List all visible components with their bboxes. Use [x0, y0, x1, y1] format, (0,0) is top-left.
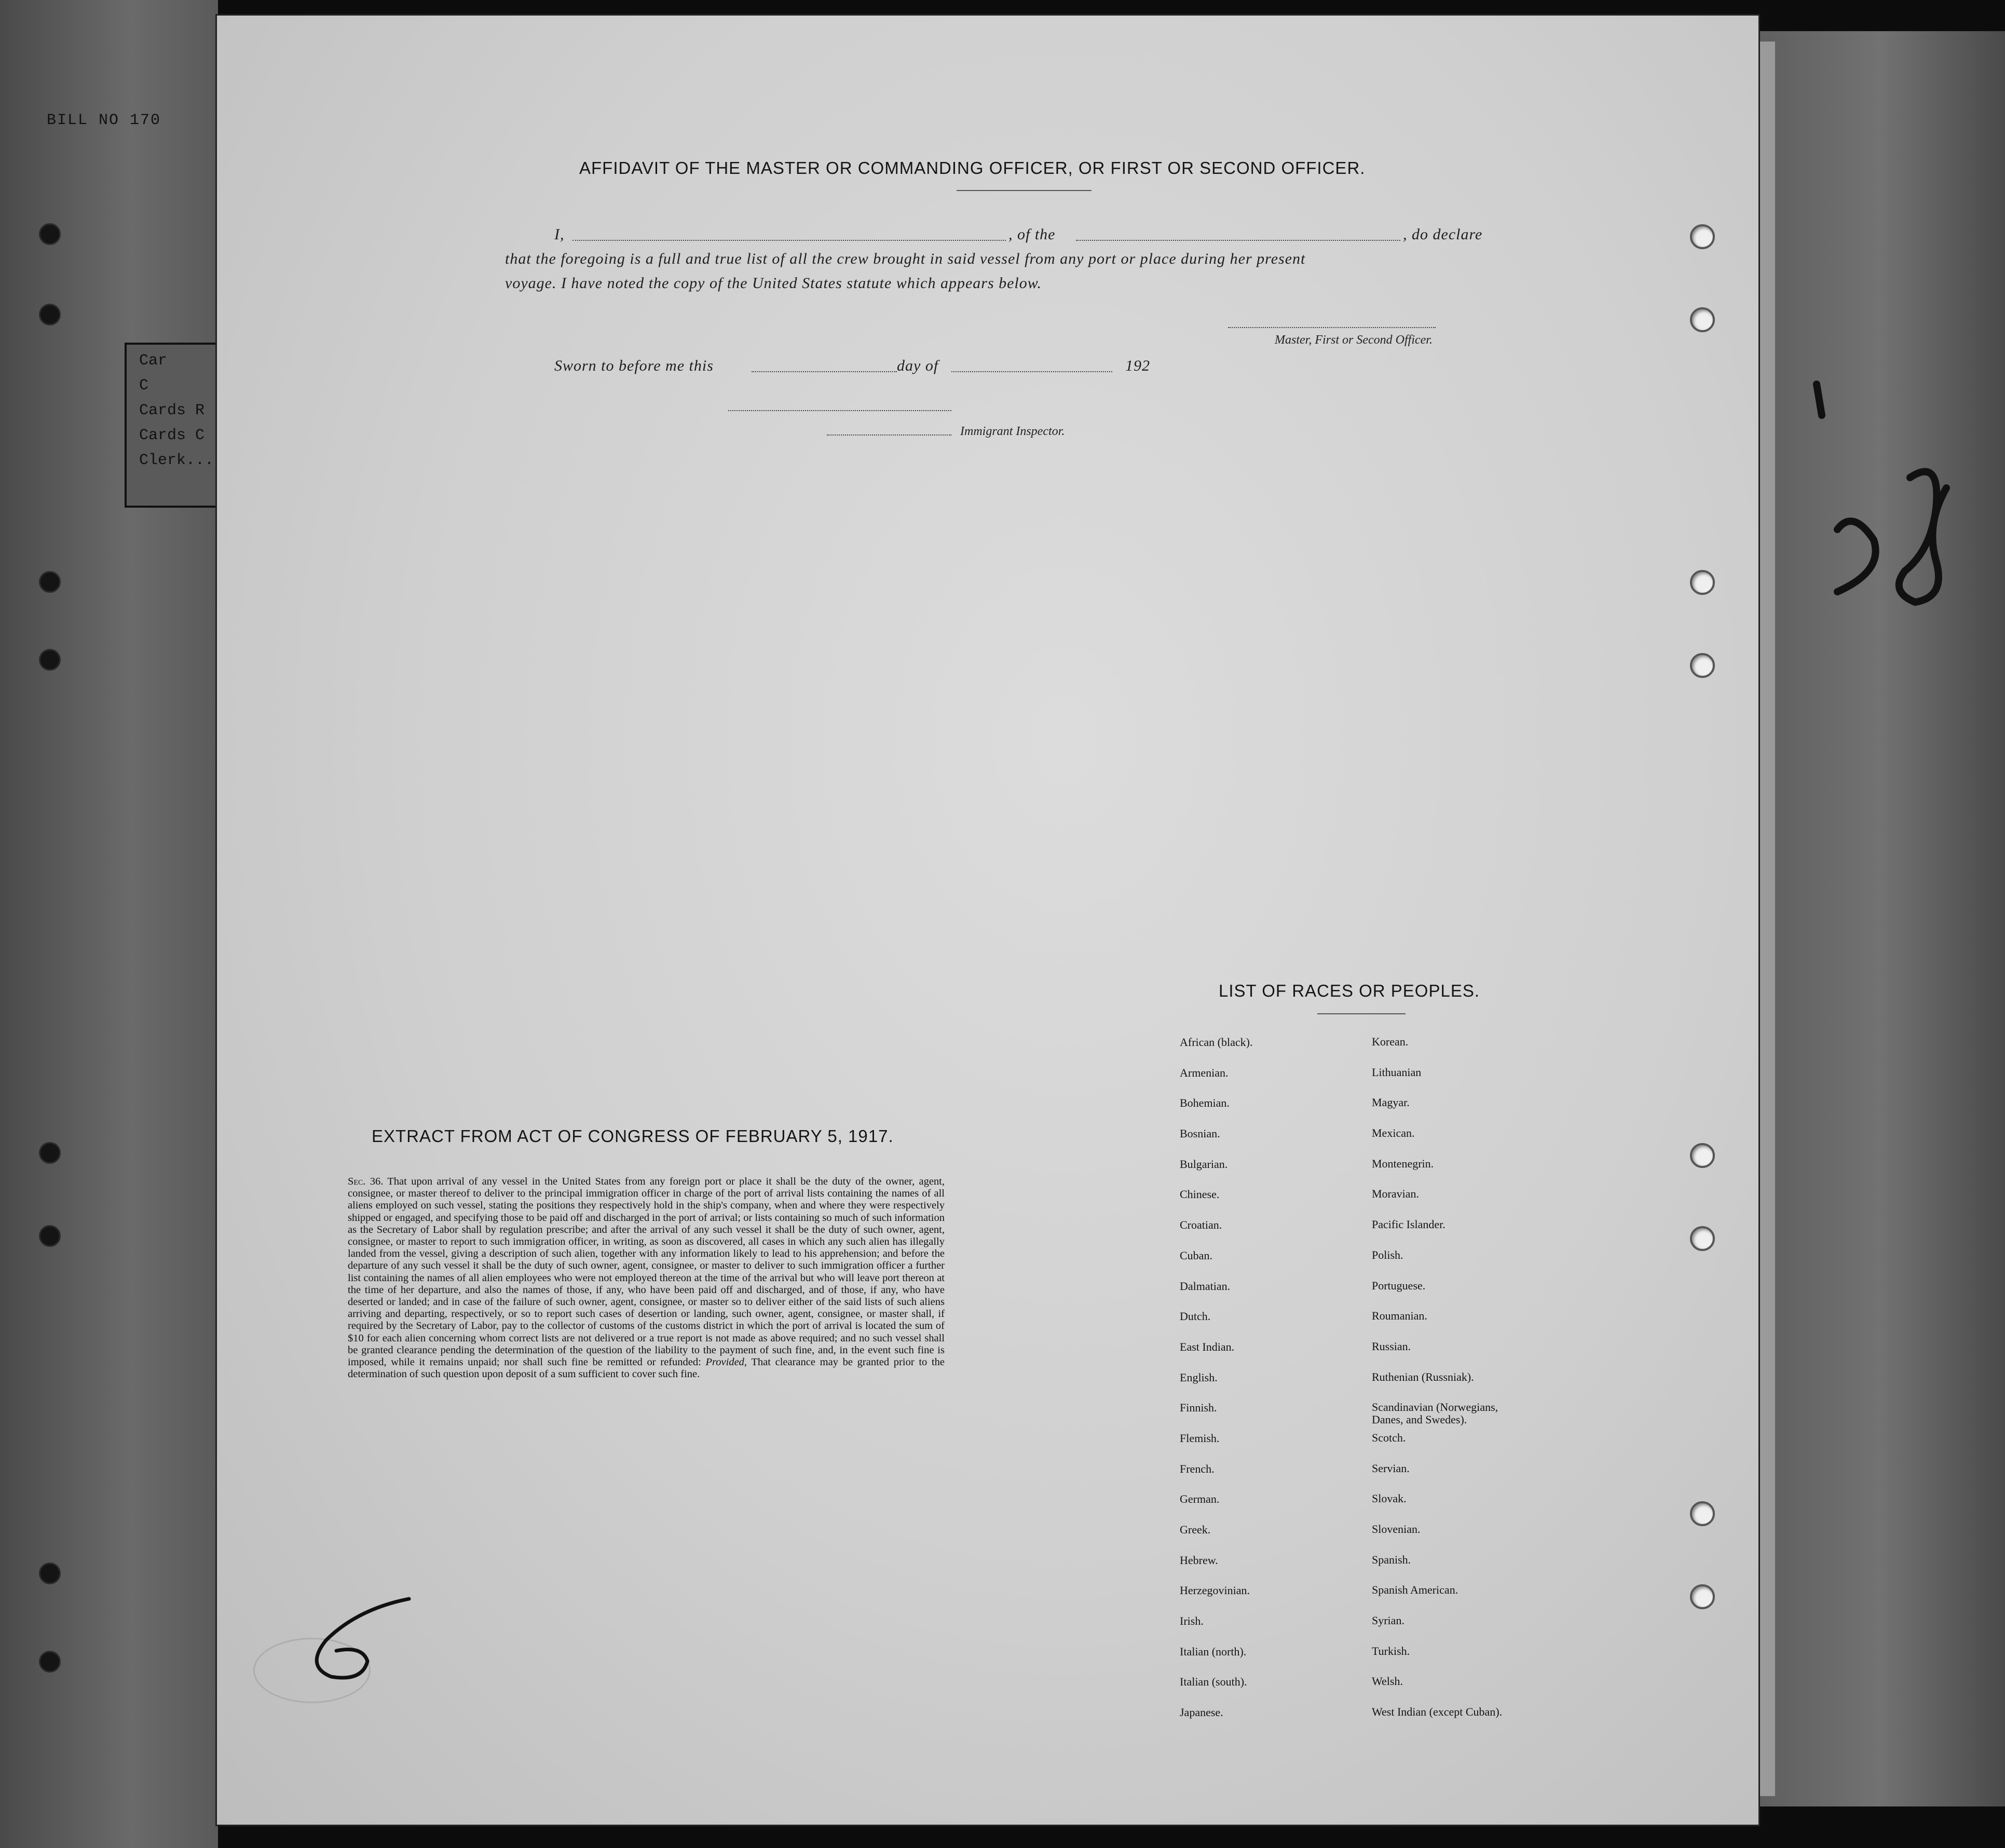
manifest-page [217, 16, 1758, 1825]
race-left-item: Dalmatian. [1180, 1279, 1231, 1293]
affidavit-line1-end: , do declare [1403, 226, 1483, 243]
race-row [1180, 1158, 1564, 1188]
race-left-item: Finnish. [1180, 1401, 1217, 1415]
punch-hole-icon [1690, 1501, 1715, 1526]
race-row [1180, 1127, 1564, 1158]
race-row [1180, 1675, 1564, 1706]
officer-signature-field[interactable] [1228, 327, 1436, 328]
race-left-item: Italian (south). [1180, 1675, 1247, 1689]
race-left-item: Armenian. [1180, 1066, 1229, 1079]
statute-proviso-label: Provided, [705, 1356, 747, 1368]
race-left-item: Dutch. [1180, 1310, 1211, 1323]
race-right-item: Moravian. [1372, 1187, 1420, 1201]
race-right-item: Ruthenian (Russniak). [1372, 1370, 1474, 1383]
race-row [1180, 1706, 1564, 1736]
race-right-item: Mexican. [1372, 1126, 1415, 1140]
race-right-item: West Indian (except Cuban). [1372, 1705, 1503, 1719]
punch-hole-icon [1690, 1226, 1715, 1251]
race-row [1180, 1249, 1564, 1280]
race-left-item: French. [1180, 1462, 1215, 1475]
punch-hole-icon [39, 1651, 61, 1673]
punch-hole-icon [1690, 224, 1715, 249]
race-row [1180, 1432, 1564, 1462]
sworn-month-field[interactable] [951, 371, 1112, 372]
stub-card-line: Clerk... [139, 452, 214, 469]
punch-hole-icon [1690, 653, 1715, 678]
race-row [1180, 1036, 1564, 1066]
punch-hole-icon [39, 1225, 61, 1247]
race-left-item: Bohemian. [1180, 1096, 1230, 1110]
race-right-item: Spanish American. [1372, 1583, 1458, 1597]
punch-hole-icon [39, 571, 61, 593]
race-row [1180, 1614, 1564, 1645]
race-row [1180, 1492, 1564, 1523]
race-row [1180, 1554, 1564, 1584]
race-row [1180, 1584, 1564, 1614]
race-row [1180, 1310, 1564, 1340]
race-right-item: Portuguese. [1372, 1279, 1426, 1292]
background-sheet-right [1754, 31, 2005, 1806]
sworn-statement-start: Sworn to before me this [554, 357, 714, 374]
handwritten-mark-28 [1806, 353, 1972, 623]
punch-hole-icon [39, 1142, 61, 1164]
race-right-item: Welsh. [1372, 1675, 1403, 1688]
race-right-item: Syrian. [1372, 1614, 1404, 1627]
races-heading-rule [1317, 1013, 1406, 1014]
race-left-item: Flemish. [1180, 1431, 1220, 1445]
race-left-item: German. [1180, 1492, 1220, 1506]
officer-signature-caption: Master, First or Second Officer. [1275, 333, 1433, 347]
stub-card-line: C [139, 377, 149, 395]
race-left-item: Bulgarian. [1180, 1157, 1228, 1171]
race-right-item: Servian. [1372, 1461, 1410, 1475]
race-left-item: Cuban. [1180, 1248, 1212, 1262]
race-row [1180, 1340, 1564, 1371]
race-left-item: African (black). [1180, 1036, 1253, 1049]
background-sheet-left [0, 0, 218, 1848]
stub-card [125, 343, 222, 508]
sworn-year: 192 [1125, 357, 1150, 374]
inspector-caption: Immigrant Inspector. [960, 425, 1065, 438]
punch-hole-icon [39, 223, 61, 245]
punch-hole-icon [39, 649, 61, 671]
master-name-field[interactable] [572, 240, 1006, 241]
race-row [1180, 1371, 1564, 1402]
race-right-item: Turkish. [1372, 1644, 1410, 1657]
race-row [1180, 1462, 1564, 1493]
race-left-item: Hebrew. [1180, 1553, 1218, 1567]
race-row [1180, 1645, 1564, 1676]
inspector-signature-field[interactable] [728, 410, 951, 411]
race-right-item: Korean. [1372, 1035, 1409, 1048]
race-left-item: Irish. [1180, 1614, 1204, 1628]
race-left-item: English. [1180, 1370, 1218, 1384]
race-row [1180, 1096, 1564, 1127]
punch-hole-icon [39, 1562, 61, 1584]
extract-heading: EXTRACT FROM ACT OF CONGRESS OF FEBRUARY 5, 1917. [372, 1126, 894, 1146]
race-right-item: Slovak. [1372, 1492, 1407, 1505]
stub-card-line: Cards R [139, 402, 205, 419]
stub-bill-number: BILL NO 170 [47, 112, 161, 129]
sworn-statement-mid: day of [897, 357, 939, 374]
race-right-item: Lithuanian [1372, 1065, 1422, 1079]
race-row [1180, 1066, 1564, 1097]
races-list [1180, 1036, 1564, 1736]
race-row [1180, 1523, 1564, 1554]
race-right-item: Scotch. [1372, 1431, 1406, 1444]
race-right-item: Russian. [1372, 1339, 1411, 1353]
race-left-item: Greek. [1180, 1523, 1211, 1536]
vessel-name-field[interactable] [1076, 240, 1400, 241]
sworn-day-field[interactable] [752, 371, 897, 372]
punch-hole-icon [1690, 1584, 1715, 1609]
race-right-item: Slovenian. [1372, 1523, 1421, 1536]
stub-card-line: Car [139, 352, 168, 370]
race-right-item: Scandinavian (Norwegians, Danes, and Swedes). [1372, 1401, 1498, 1426]
race-row [1180, 1401, 1564, 1432]
statute-text [348, 1176, 945, 1380]
race-right-item: Montenegrin. [1372, 1157, 1434, 1170]
affidavit-line1-mid: , of the [1008, 226, 1056, 243]
stub-card-line: Cards C [139, 427, 205, 444]
race-right-item: Spanish. [1372, 1553, 1411, 1566]
punch-hole-icon [39, 304, 61, 325]
race-row [1180, 1218, 1564, 1249]
race-right-item: Roumanian. [1372, 1309, 1427, 1323]
race-left-item: Croatian. [1180, 1218, 1222, 1232]
affidavit-heading: AFFIDAVIT OF THE MASTER OR COMMANDING OFFICER, OR FIRST OR SECOND OFFICER. [579, 158, 1366, 178]
race-left-item: Bosnian. [1180, 1127, 1220, 1140]
statute-section-label: Sec. 36. [348, 1176, 384, 1187]
punch-hole-icon [1690, 570, 1715, 595]
inspector-signature-field-2[interactable] [827, 434, 951, 436]
affidavit-line3: voyage. I have noted the copy of the United States statute which appears below. [505, 275, 1042, 292]
affidavit-line2: that the foregoing is a full and true list of all the crew brought in said vessel from any port or place during her present [505, 250, 1306, 267]
race-left-item: Italian (north). [1180, 1645, 1247, 1658]
punch-hole-icon [1690, 307, 1715, 332]
race-right-item: Pacific Islander. [1372, 1218, 1445, 1231]
race-left-item: Herzegovinian. [1180, 1584, 1250, 1597]
race-right-item: Polish. [1372, 1248, 1403, 1261]
race-left-item: East Indian. [1180, 1340, 1235, 1353]
race-row [1180, 1188, 1564, 1218]
race-left-item: Chinese. [1180, 1188, 1220, 1201]
handwritten-mark-6 [295, 1588, 419, 1692]
affidavit-line1-start: I, [554, 226, 565, 243]
race-row [1180, 1280, 1564, 1310]
statute-proviso: That clearance may be granted prior to the determination of such question upon deposit of a sum sufficient to cover such fine. [348, 1356, 945, 1380]
punch-hole-icon [1690, 1143, 1715, 1168]
heading-rule [957, 190, 1092, 191]
race-right-item: Magyar. [1372, 1096, 1410, 1109]
races-heading: LIST OF RACES OR PEOPLES. [1219, 981, 1480, 1000]
statute-body: That upon arrival of any vessel in the United States from any foreign port or place it shall be the duty of the owner, agent, consignee, or master thereof to deliver to the principal immigration officer in charge of the port of arrival lists containing the names of all aliens employed on such vessel, stating the positions they respectively hold in the ship's company, when and where they were respectively shipped or engaged, and specifying those to be paid off and discharged in the port of arrival; or lists containing so much of such information as the Secretary of Labor shall by regulation prescribe; and after the arrival of any such vessel it shall be the duty of such owner, agent, consignee, or master to report to such immigration officer, in writing, as soon as discovered, all cases in which any such alien has illegally landed from the vessel, giving a description of such alien, together with any information likely to lead to his apprehension; and before the departure of any such vessel it shall be the duty of such owner, agent, consignee, or master to deliver to such immigration officer a further list containing the names of all alien employees who were not employed thereon at the time of the arrival but who will leave port thereon at the time of her departure, and also the names of those, if any, who have been paid off and discharged, and of those, if any, who have deserted or landed; and in case of the failure of such owner, agent, consignee, or master so to deliver either of the said lists of such aliens arriving and departing, respectively, or so to report such cases of desertion or landing, such owner, agent, consignee, or master shall, if required by the Secretary of Labor, pay to the collector of customs of the customs district in which the port of arrival is located the sum of $10 for each alien concerning whom correct lists are not delivered or a true report is not made as above required; and no such vessel shall be granted clearance pending the determination of the question of the liability to the payment of such fine, and, in the event such fine is imposed, while it remains unpaid; nor shall such fine be remitted or refunded: [348, 1176, 945, 1368]
race-left-item: Japanese. [1180, 1706, 1223, 1719]
